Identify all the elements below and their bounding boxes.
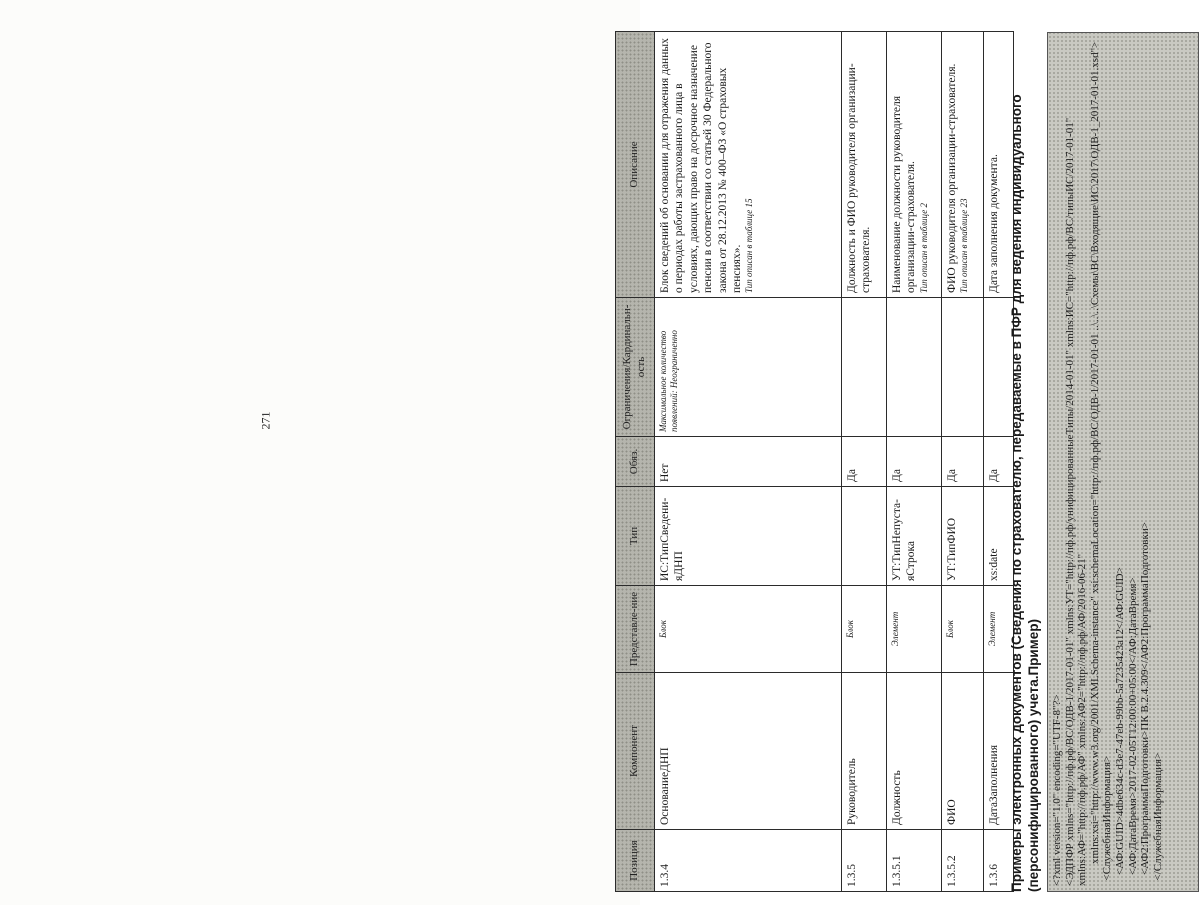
cell-required: Да: [942, 437, 984, 487]
cell-type: xs:date: [984, 487, 1014, 586]
cell-component: ФИО: [942, 673, 984, 830]
cell-description: [942, 32, 984, 298]
description-text: Должность и ФИО руководителя организации-страхователя.: [846, 63, 873, 293]
cell-type: УТ:ТипФИО: [942, 487, 984, 586]
cell-representation: Элемент: [887, 586, 942, 673]
cell-type: [842, 487, 887, 586]
cell-representation: Элемент: [984, 586, 1014, 673]
spec-table: [615, 31, 1014, 892]
table-row: [842, 32, 887, 892]
cell-position: 1.3.4: [655, 830, 842, 892]
cell-limits: [842, 298, 887, 437]
cell-type: ИС:ТипСведени-яДНП: [655, 487, 842, 586]
table-row: [655, 32, 842, 892]
cell-component: ОснованиеДНП: [655, 673, 842, 830]
cell-position: 1.3.5.2: [942, 830, 984, 892]
xml-line: <ЭДПФР xmlns="http://пф.рф/ВС/ОДВ-1/2017-01-01" xmlns:УТ="http://пф.рф/унифицированныеТипы/2014-01-01" xmlns:ИС="http://пф.рф/ВС/типыИС/2017-01-01" xmlns:АФ="http://пф.рф/АФ" xmlns:АФ2="http://пф.рф/АФ/2016-06-21": [1063, 114, 1089, 886]
cell-representation: Блок: [842, 586, 887, 673]
cell-description: [887, 32, 942, 298]
xml-line: </СлужебнаяИнформация>: [1151, 752, 1164, 886]
description-text: ФИО руководителя организации-страхователя.: [946, 63, 958, 293]
cell-limits: Максимальное количество появлений: Неограниченно: [655, 298, 842, 437]
header-representation: Представле-ние: [616, 586, 655, 673]
cell-required: Нет: [655, 437, 842, 487]
cell-representation: Блок: [942, 586, 984, 673]
xml-line: xmlns:xsi="http://www.w3.org/2001/XMLSchema-instance" xsi:schemaLocation="http://пф.рф/ВС/ОДВ-1/2017-01-01 ..\..\..\Схемы\ВС\Входящие\ИС\2017\ОДВ-1_2017-01-01.xsd">: [1088, 41, 1101, 886]
cell-description: [842, 32, 887, 298]
description-text: Дата заполнения документа.: [988, 154, 1000, 293]
cell-type: УТ:ТипНепуста-яСтрока: [887, 487, 942, 586]
table-header-row: [616, 32, 655, 892]
table-row: [942, 32, 984, 892]
description-text: Наименование должности руководителя организации-страхователя.: [891, 95, 918, 293]
cell-position: 1.3.5.1: [887, 830, 942, 892]
cell-required: Да: [984, 437, 1014, 487]
xml-line: <?xml version="1.0" encoding="UTF-8"?>: [1051, 694, 1063, 886]
section-title: Примеры электронных документов (Сведения по страхователю, передаваемые в ПФР для ведения индивидуального (персонифицированного) учета.Пример): [1009, 94, 1041, 892]
cell-position: 1.3.6: [984, 830, 1014, 892]
description-note: Тип описан в таблице 2: [918, 203, 929, 293]
header-limits: Ограничения/Кардинальн-ость: [616, 298, 655, 437]
header-description: Описание: [616, 32, 655, 298]
xml-line: <АФ2:ПрограммаПодготовки>ПК В.2.4.309</АФ2:ПрограммаПодготовки>: [1139, 522, 1152, 886]
xml-example-box: [1047, 32, 1199, 892]
cell-required: Да: [842, 437, 887, 487]
cell-representation: Блок: [655, 586, 842, 673]
rotated-content: [615, 32, 1200, 892]
xml-line: <АФ:ДатаВремя>2017-02-05T12:00:00+05:00</АФ:ДатаВремя>: [1126, 577, 1139, 886]
cell-limits: [887, 298, 942, 437]
cell-component: ДатаЗаполнения: [984, 673, 1014, 830]
xml-line: <АФ:GUID>4dbe634c-d3e7-47eb-99bb-5a7235423a12</АФ:GUID>: [1113, 567, 1126, 886]
cell-component: Руководитель: [842, 673, 887, 830]
description-note: Тип описан в таблице 23: [959, 198, 970, 293]
page-number: 271: [258, 411, 273, 430]
header-required: Обяз.: [616, 437, 655, 487]
header-component: Компонент: [616, 673, 655, 830]
cell-limits: [942, 298, 984, 437]
description-note: Тип описан в таблице 15: [744, 198, 755, 293]
xml-line: <СлужебнаяИнформация>: [1101, 755, 1114, 886]
cell-description: [655, 32, 842, 298]
description-text: Блок сведений об основании для отражения данных о периодах работы застрахованного лица в условиях, дающих право на досрочное назначение пенсии в соответствии со статьей 30 Федерального закона от 28.12.2013 № 400–ФЗ «О страховых пенсиях».: [659, 38, 743, 293]
cell-component: Должность: [887, 673, 942, 830]
header-type: Тип: [616, 487, 655, 586]
table-row: [887, 32, 942, 892]
cell-required: Да: [887, 437, 942, 487]
cell-position: 1.3.5: [842, 830, 887, 892]
header-position: Позиция: [616, 830, 655, 892]
